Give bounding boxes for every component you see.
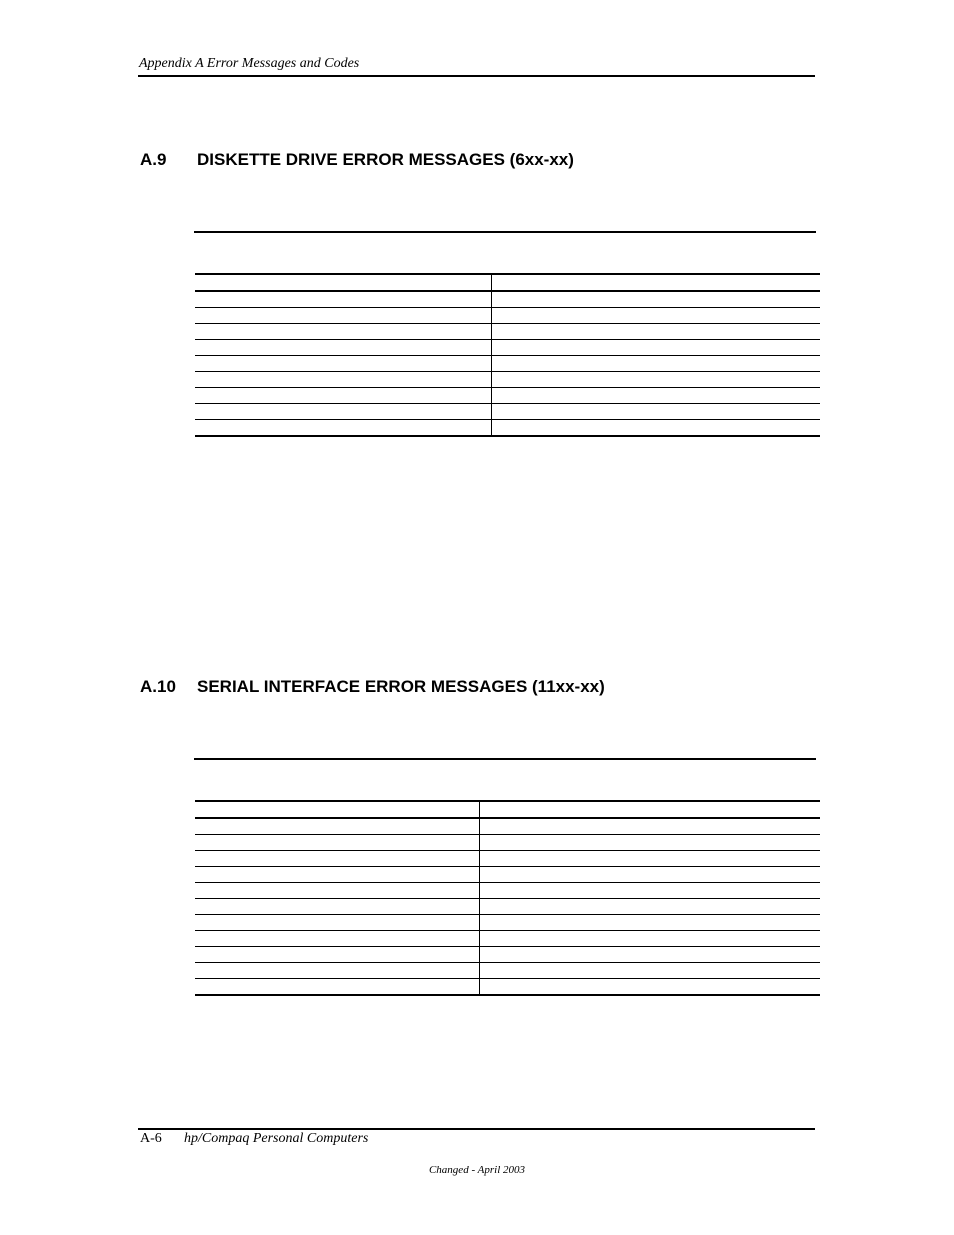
table-cell (479, 801, 820, 818)
table-row (195, 818, 820, 835)
section-number: A.9 (140, 150, 167, 169)
table-cell (479, 851, 820, 867)
table-row (195, 899, 820, 915)
table-cell (479, 931, 820, 947)
table-row (195, 931, 820, 947)
table-cell (195, 931, 479, 947)
table-cell (195, 801, 479, 818)
table-cell (195, 340, 491, 356)
table-row (195, 340, 820, 356)
table-cell (195, 308, 491, 324)
table-cell (195, 963, 479, 979)
table-row (195, 388, 820, 404)
table-header-row (195, 801, 820, 818)
table-caption-rule (194, 758, 816, 760)
table-cell (195, 947, 479, 963)
header-rule (138, 75, 815, 77)
diskette-error-table (195, 273, 820, 437)
table-cell (195, 324, 491, 340)
table-row (195, 420, 820, 437)
table-row (195, 372, 820, 388)
table-row (195, 308, 820, 324)
table-cell (479, 963, 820, 979)
table-cell (491, 404, 820, 420)
footer (140, 1131, 368, 1147)
table-row (195, 835, 820, 851)
section-number: A.10 (140, 677, 176, 696)
table-cell (491, 420, 820, 437)
table-cell (491, 324, 820, 340)
table-cell (479, 947, 820, 963)
table-cell (195, 883, 479, 899)
table-cell (195, 372, 491, 388)
table-row (195, 291, 820, 308)
table-cell (479, 818, 820, 835)
table-cell (195, 404, 491, 420)
table-cell (491, 388, 820, 404)
table-cell (195, 851, 479, 867)
table-cell (195, 420, 491, 437)
table-cell (195, 979, 479, 996)
table-cell (491, 308, 820, 324)
table-cell (195, 291, 491, 308)
table-cell (491, 356, 820, 372)
table-cell (479, 883, 820, 899)
section-title: DISKETTE DRIVE ERROR MESSAGES (6xx-xx) (197, 150, 574, 169)
table-cell (195, 835, 479, 851)
table-row (195, 963, 820, 979)
table-row (195, 883, 820, 899)
footer-rule (138, 1128, 815, 1130)
publication-title: hp/Compaq Personal Computers (184, 1131, 369, 1146)
table-cell (195, 356, 491, 372)
serial-error-table (195, 800, 820, 996)
table-row (195, 915, 820, 931)
table-cell (195, 388, 491, 404)
table-cell (491, 291, 820, 308)
table-cell (195, 915, 479, 931)
table-cell (479, 979, 820, 996)
table-row (195, 851, 820, 867)
section-heading-a9 (140, 150, 574, 170)
table-row (195, 404, 820, 420)
table-row (195, 356, 820, 372)
table-row (195, 867, 820, 883)
table-row (195, 947, 820, 963)
table-cell (491, 372, 820, 388)
table-cell (479, 835, 820, 851)
table-cell (479, 867, 820, 883)
table-cell (491, 340, 820, 356)
table-row (195, 979, 820, 996)
revision-note: Changed - April 2003 (428, 1164, 526, 1176)
table-caption-rule (194, 231, 816, 233)
table-cell (195, 274, 491, 291)
section-title: SERIAL INTERFACE ERROR MESSAGES (11xx-xx) (197, 677, 605, 696)
table-row (195, 324, 820, 340)
table-cell (195, 899, 479, 915)
table-cell (479, 915, 820, 931)
table-cell (491, 274, 820, 291)
table-cell (479, 899, 820, 915)
table-header-row (195, 274, 820, 291)
table-cell (195, 818, 479, 835)
page-number: A-6 (140, 1131, 162, 1146)
running-header: Appendix A Error Messages and Codes (139, 56, 360, 71)
section-heading-a10 (140, 677, 605, 697)
table-cell (195, 867, 479, 883)
